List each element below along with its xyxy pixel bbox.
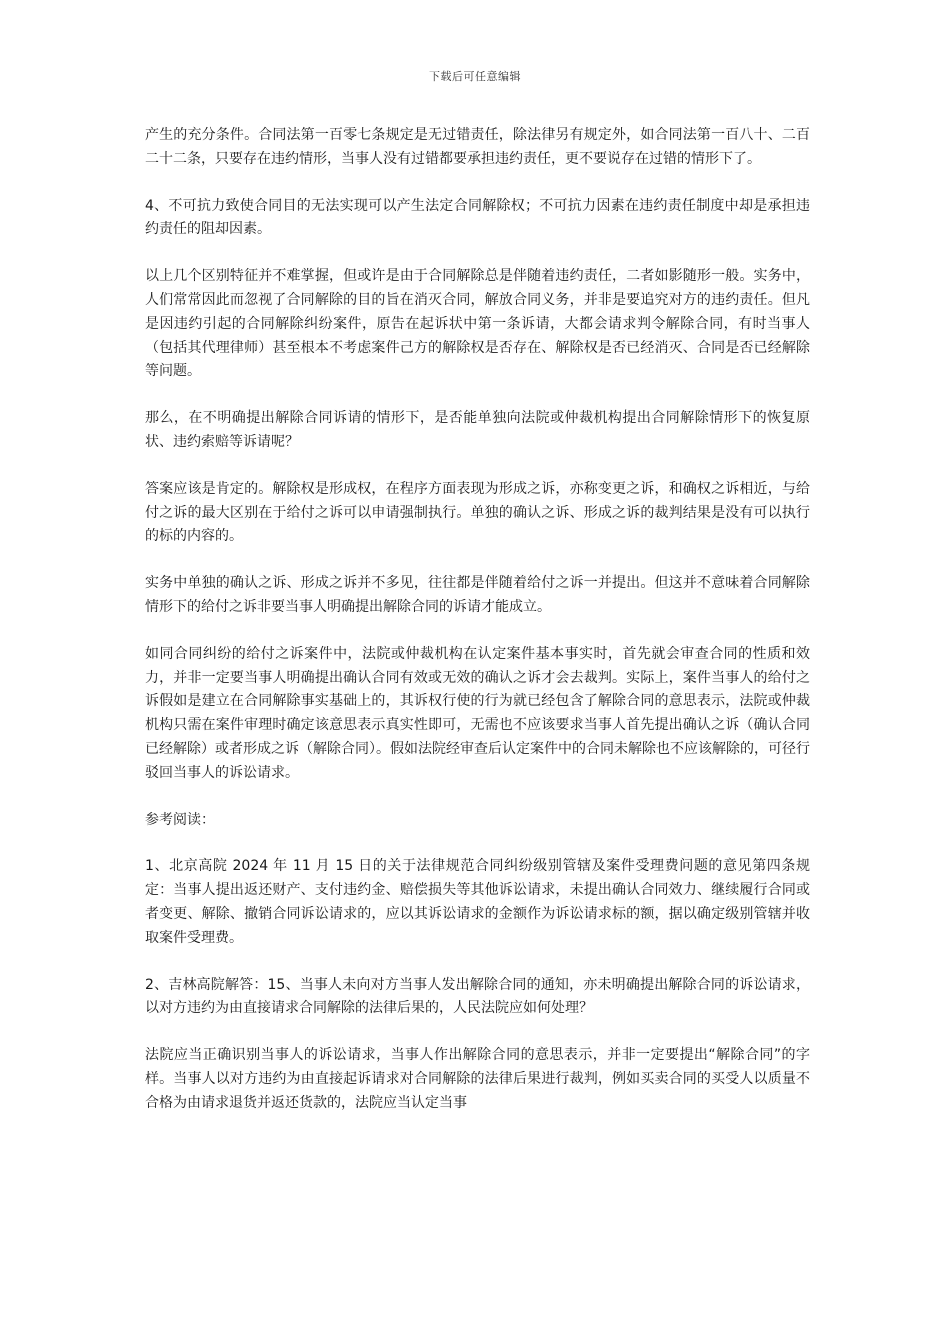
paragraph: 那么，在不明确提出解除合同诉请的情形下，是否能单独向法院或仲裁机构提出合同解除情形下的恢复原状、违约索赔等诉请呢？ [145,410,810,450]
document-body [145,124,810,1139]
paragraph: 实务中单独的确认之诉、形成之诉并不多见，往往都是伴随着给付之诉一并提出。但这并不意味着合同解除情形下的给付之诉非要当事人明确提出解除合同的诉请才能成立。 [145,575,810,615]
paragraph: 答案应该是肯定的。解除权是形成权，在程序方面表现为形成之诉，亦称变更之诉，和确权之诉相近，与给付之诉的最大区别在于给付之诉可以申请强制执行。单独的确认之诉、形成之诉的裁判结果是没有可以执行的标的内容的。 [145,480,810,545]
page-header: 下载后可任意编辑 [429,70,521,83]
paragraph: 以上几个区别特征并不难掌握，但或许是由于合同解除总是伴随着违约责任，二者如影随形一般。实务中，人们常常因此而忽视了合同解除的目的旨在消灭合同，解放合同义务，并非是要追究对方的违约责任。但凡是因违约引起的合同解除纠纷案件，原告在起诉状中第一条诉请，大都会请求判令解除合同，有时当事人（包括其代理律师）甚至根本不考虑案件己方的解除权是否存在、解除权是否已经消灭、合同是否已经解除等问题。 [145,268,810,380]
paragraph: 法院应当正确识别当事人的诉讼请求，当事人作出解除合同的意思表示，并非一定要提出“解除合同”的字样。当事人以对方违约为由直接起诉请求对合同解除的法律后果进行裁判，例如买卖合同的买受人以质量不合格为由请求退货并返还货款的，法院应当认定当事 [145,1047,810,1111]
reference-heading: 参考阅读： [145,811,215,828]
paragraph: 如同合同纠纷的给付之诉案件中，法院或仲裁机构在认定案件基本事实时，首先就会审查合同的性质和效力，并非一定要当事人明确提出确认合同有效或无效的确认之诉才会去裁判。实际上，案件当事人的给付之诉假如是建立在合同解除事实基础上的，其诉权行使的行为就已经包含了解除合同的意思表示，法院或仲裁机构只需在案件审理时确定该意思表示真实性即可，无需也不应该要求当事人首先提出确认之诉（确认合同已经解除）或者形成之诉（解除合同）。假如法院经审查后认定案件中的合同未解除也不应该解除的，可径行驳回当事人的诉讼请求。 [145,645,810,781]
paragraph: 4、不可抗力致使合同目的无法实现可以产生法定合同解除权；不可抗力因素在违约责任制度中却是承担违约责任的阻却因素。 [145,197,810,238]
reference-item: 1、北京高院 2024 年 11 月 15 日的关于法律规范合同纠纷级别管辖及案件受理费问题的意见第四条规定：当事人提出返还财产、支付违约金、赔偿损失等其他诉讼请求，未提出确认合同效力、继续履行合同或者变更、解除、撤销合同诉讼请求的，应以其诉讼请求的金额作为诉讼请求标的额，据以确定级别管辖并收取案件受理费。 [145,858,810,946]
reference-item: 2、吉林高院解答：15、当事人未向对方当事人发出解除合同的通知，亦未明确提出解除合同的诉讼请求，以对方违约为由直接请求合同解除的法律后果的，人民法院应如何处理？ [145,976,810,1017]
paragraph: 产生的充分条件。合同法第一百零七条规定是无过错责任，除法律另有规定外，如合同法第一百八十、二百二十二条，只要存在违约情形，当事人没有过错都要承担违约责任，更不要说存在过错的情形下了。 [145,127,810,167]
